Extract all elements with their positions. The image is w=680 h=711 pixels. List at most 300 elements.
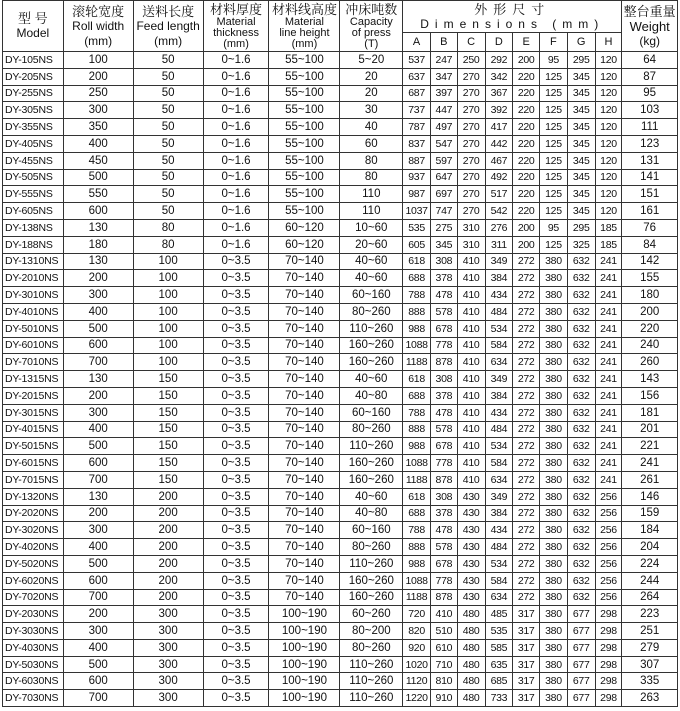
weight-cell: 156	[622, 387, 678, 404]
dim-h-cell: 298	[595, 656, 622, 673]
dim-a-cell: 1088	[403, 455, 431, 472]
dim-b-cell: 497	[430, 119, 457, 136]
dim-c-cell: 270	[457, 68, 485, 85]
weight-cell: 241	[622, 455, 678, 472]
line-height-cell: 70~140	[269, 589, 340, 606]
dim-a-cell: 720	[403, 606, 431, 623]
dim-f-cell: 380	[540, 303, 568, 320]
table-row	[3, 623, 678, 640]
line-height-cell: 55~100	[269, 135, 340, 152]
thickness-cell: 0~1.6	[203, 203, 269, 220]
feed-length-cell: 150	[133, 387, 203, 404]
thickness-cell: 0~3.5	[203, 606, 269, 623]
thickness-cell: 0~3.5	[203, 690, 269, 707]
dim-a-cell: 687	[403, 85, 431, 102]
dim-c-cell: 430	[457, 589, 485, 606]
table-row	[3, 690, 678, 707]
roll-width-cell: 400	[63, 639, 133, 656]
dim-e-cell: 220	[513, 186, 540, 203]
line-height-cell: 70~140	[269, 488, 340, 505]
thickness-cell: 0~3.5	[203, 455, 269, 472]
dim-h-cell: 241	[595, 404, 622, 421]
dim-g-cell: 632	[567, 572, 595, 589]
table-row	[3, 673, 678, 690]
dim-c-cell: 480	[457, 673, 485, 690]
dim-a-cell: 605	[403, 236, 431, 253]
feed-length-cell: 300	[133, 606, 203, 623]
dim-g-cell: 345	[567, 102, 595, 119]
dim-g-cell: 632	[567, 337, 595, 354]
dim-b-cell: 378	[430, 270, 457, 287]
feed-length-cell: 50	[133, 119, 203, 136]
weight-cell: 64	[622, 52, 678, 69]
capacity-cell: 80	[340, 169, 403, 186]
capacity-cell: 60~160	[340, 287, 403, 304]
dim-h-cell: 256	[595, 522, 622, 539]
dim-d-cell: 367	[485, 85, 513, 102]
dim-d-cell: 434	[485, 287, 513, 304]
roll-width-cell: 300	[63, 287, 133, 304]
table-row	[3, 119, 678, 136]
dim-a-cell: 837	[403, 135, 431, 152]
dim-d-cell: 485	[485, 606, 513, 623]
dim-col-d: D	[485, 33, 513, 52]
dim-g-cell: 345	[567, 186, 595, 203]
capacity-cell: 110~260	[340, 320, 403, 337]
dim-e-cell: 317	[513, 656, 540, 673]
thickness-cell: 0~3.5	[203, 623, 269, 640]
dim-a-cell: 987	[403, 186, 431, 203]
dim-h-cell: 256	[595, 572, 622, 589]
dim-e-cell: 272	[513, 572, 540, 589]
dim-f-cell: 380	[540, 639, 568, 656]
table-row	[3, 572, 678, 589]
dim-f-cell: 125	[540, 152, 568, 169]
dim-c-cell: 430	[457, 522, 485, 539]
dim-b-cell: 678	[430, 438, 457, 455]
line-height-cell: 70~140	[269, 539, 340, 556]
model-cell: DY-1310NS	[3, 253, 64, 270]
roll-width-cell: 500	[63, 169, 133, 186]
dim-c-cell: 410	[457, 455, 485, 472]
dim-d-cell: 484	[485, 421, 513, 438]
feed-length-cell: 80	[133, 236, 203, 253]
dim-b-cell: 578	[430, 421, 457, 438]
weight-cell: 251	[622, 623, 678, 640]
feed-length-cell: 150	[133, 404, 203, 421]
dim-e-cell: 272	[513, 522, 540, 539]
dim-f-cell: 125	[540, 119, 568, 136]
dim-b-cell: 547	[430, 135, 457, 152]
dim-c-cell: 430	[457, 555, 485, 572]
dim-g-cell: 345	[567, 203, 595, 220]
roll-width-cell: 600	[63, 337, 133, 354]
model-cell: DY-4015NS	[3, 421, 64, 438]
thickness-cell: 0~3.5	[203, 303, 269, 320]
dim-b-cell: 275	[430, 219, 457, 236]
dim-h-cell: 298	[595, 623, 622, 640]
dim-a-cell: 1188	[403, 589, 431, 606]
dim-a-cell: 618	[403, 253, 431, 270]
dim-a-cell: 618	[403, 488, 431, 505]
line-height-cell: 70~140	[269, 522, 340, 539]
model-cell: DY-6030NS	[3, 673, 64, 690]
dim-d-cell: 585	[485, 639, 513, 656]
dim-h-cell: 120	[595, 169, 622, 186]
dim-b-cell: 447	[430, 102, 457, 119]
table-row	[3, 102, 678, 119]
dim-b-cell: 710	[430, 656, 457, 673]
dim-h-cell: 298	[595, 673, 622, 690]
dim-f-cell: 380	[540, 505, 568, 522]
roll-width-cell: 400	[63, 303, 133, 320]
dim-d-cell: 584	[485, 337, 513, 354]
dim-h-cell: 241	[595, 354, 622, 371]
feed-length-cell: 50	[133, 52, 203, 69]
dim-a-cell: 1188	[403, 354, 431, 371]
feed-length-cell: 300	[133, 623, 203, 640]
feed-length-cell: 100	[133, 303, 203, 320]
dim-h-cell: 256	[595, 589, 622, 606]
dim-e-cell: 317	[513, 623, 540, 640]
dim-h-cell: 241	[595, 438, 622, 455]
dim-d-cell: 349	[485, 488, 513, 505]
dim-d-cell: 634	[485, 589, 513, 606]
capacity-cell: 160~260	[340, 471, 403, 488]
dim-c-cell: 480	[457, 690, 485, 707]
roll-width-cell: 500	[63, 555, 133, 572]
dim-c-cell: 410	[457, 303, 485, 320]
dim-e-cell: 220	[513, 169, 540, 186]
dim-a-cell: 688	[403, 387, 431, 404]
dim-g-cell: 632	[567, 371, 595, 388]
thickness-cell: 0~1.6	[203, 219, 269, 236]
dim-b-cell: 610	[430, 639, 457, 656]
line-height-cell: 70~140	[269, 404, 340, 421]
dim-col-g: G	[567, 33, 595, 52]
weight-cell: 307	[622, 656, 678, 673]
dim-h-cell: 120	[595, 203, 622, 220]
model-cell: DY-1315NS	[3, 371, 64, 388]
line-height-cell: 70~140	[269, 387, 340, 404]
capacity-cell: 110~260	[340, 555, 403, 572]
dim-b-cell: 647	[430, 169, 457, 186]
dim-a-cell: 1037	[403, 203, 431, 220]
dim-h-cell: 120	[595, 102, 622, 119]
feed-length-cell: 300	[133, 639, 203, 656]
weight-cell: 204	[622, 539, 678, 556]
dim-c-cell: 480	[457, 623, 485, 640]
dim-d-cell: 517	[485, 186, 513, 203]
dim-e-cell: 220	[513, 85, 540, 102]
table-row	[3, 589, 678, 606]
dim-h-cell: 241	[595, 337, 622, 354]
feed-length-cell: 200	[133, 488, 203, 505]
dim-g-cell: 632	[567, 555, 595, 572]
dim-f-cell: 380	[540, 320, 568, 337]
line-height-cell: 55~100	[269, 102, 340, 119]
weight-cell: 143	[622, 371, 678, 388]
capacity-cell: 30	[340, 102, 403, 119]
header-line-height: 材料线高度 Material line height (mm)	[269, 1, 340, 52]
dim-c-cell: 310	[457, 236, 485, 253]
dim-a-cell: 887	[403, 152, 431, 169]
dim-c-cell: 410	[457, 387, 485, 404]
dim-f-cell: 125	[540, 169, 568, 186]
dim-b-cell: 810	[430, 673, 457, 690]
thickness-cell: 0~1.6	[203, 186, 269, 203]
dim-a-cell: 1120	[403, 673, 431, 690]
dim-c-cell: 410	[457, 371, 485, 388]
dim-f-cell: 380	[540, 572, 568, 589]
capacity-cell: 80~260	[340, 539, 403, 556]
dim-b-cell: 578	[430, 539, 457, 556]
dim-e-cell: 272	[513, 354, 540, 371]
weight-cell: 141	[622, 169, 678, 186]
dim-h-cell: 241	[595, 270, 622, 287]
weight-cell: 260	[622, 354, 678, 371]
weight-cell: 201	[622, 421, 678, 438]
dim-g-cell: 632	[567, 320, 595, 337]
roll-width-cell: 130	[63, 219, 133, 236]
weight-cell: 240	[622, 337, 678, 354]
dim-g-cell: 632	[567, 354, 595, 371]
capacity-cell: 160~260	[340, 354, 403, 371]
feed-length-cell: 100	[133, 253, 203, 270]
dim-e-cell: 220	[513, 203, 540, 220]
model-cell: DY-605NS	[3, 203, 64, 220]
roll-width-cell: 300	[63, 102, 133, 119]
roll-width-cell: 180	[63, 236, 133, 253]
table-row	[3, 203, 678, 220]
feed-length-cell: 100	[133, 337, 203, 354]
dim-h-cell: 120	[595, 135, 622, 152]
model-cell: DY-5020NS	[3, 555, 64, 572]
dim-b-cell: 778	[430, 455, 457, 472]
weight-cell: 142	[622, 253, 678, 270]
feed-length-cell: 200	[133, 539, 203, 556]
dim-e-cell: 220	[513, 152, 540, 169]
thickness-cell: 0~3.5	[203, 589, 269, 606]
dim-d-cell: 634	[485, 354, 513, 371]
dim-col-h: H	[595, 33, 622, 52]
weight-cell: 155	[622, 270, 678, 287]
model-cell: DY-305NS	[3, 102, 64, 119]
dim-b-cell: 308	[430, 488, 457, 505]
capacity-cell: 40~80	[340, 387, 403, 404]
dim-g-cell: 677	[567, 623, 595, 640]
header-feed-length: 送料长度 Feed length (mm)	[133, 1, 203, 52]
header-material-thickness: 材料厚度 Material thickness (mm)	[203, 1, 269, 52]
dim-b-cell: 678	[430, 555, 457, 572]
thickness-cell: 0~1.6	[203, 119, 269, 136]
dim-g-cell: 677	[567, 639, 595, 656]
table-row	[3, 135, 678, 152]
feed-length-cell: 200	[133, 522, 203, 539]
dim-g-cell: 632	[567, 253, 595, 270]
roll-width-cell: 400	[63, 135, 133, 152]
dim-b-cell: 345	[430, 236, 457, 253]
dim-d-cell: 484	[485, 303, 513, 320]
table-row	[3, 320, 678, 337]
dim-e-cell: 220	[513, 102, 540, 119]
dim-g-cell: 632	[567, 589, 595, 606]
dim-d-cell: 434	[485, 522, 513, 539]
line-height-cell: 70~140	[269, 455, 340, 472]
model-cell: DY-188NS	[3, 236, 64, 253]
dim-e-cell: 272	[513, 488, 540, 505]
dim-h-cell: 298	[595, 606, 622, 623]
model-cell: DY-1320NS	[3, 488, 64, 505]
dim-d-cell: 584	[485, 572, 513, 589]
dim-h-cell: 298	[595, 639, 622, 656]
capacity-cell: 160~260	[340, 455, 403, 472]
model-cell: DY-2020NS	[3, 505, 64, 522]
table-row	[3, 219, 678, 236]
dim-d-cell: 635	[485, 656, 513, 673]
dim-a-cell: 688	[403, 505, 431, 522]
feed-length-cell: 200	[133, 555, 203, 572]
weight-cell: 95	[622, 85, 678, 102]
model-cell: DY-3020NS	[3, 522, 64, 539]
thickness-cell: 0~1.6	[203, 152, 269, 169]
dim-b-cell: 308	[430, 253, 457, 270]
dim-b-cell: 578	[430, 303, 457, 320]
dim-a-cell: 888	[403, 539, 431, 556]
dim-e-cell: 272	[513, 253, 540, 270]
model-cell: DY-4010NS	[3, 303, 64, 320]
dim-e-cell: 200	[513, 52, 540, 69]
dim-c-cell: 480	[457, 639, 485, 656]
model-cell: DY-4030NS	[3, 639, 64, 656]
table-row	[3, 52, 678, 69]
dim-f-cell: 380	[540, 555, 568, 572]
weight-cell: 200	[622, 303, 678, 320]
weight-cell: 224	[622, 555, 678, 572]
capacity-cell: 10~60	[340, 219, 403, 236]
dim-b-cell: 510	[430, 623, 457, 640]
dim-b-cell: 778	[430, 337, 457, 354]
dim-g-cell: 632	[567, 539, 595, 556]
dim-h-cell: 241	[595, 371, 622, 388]
model-cell: DY-6015NS	[3, 455, 64, 472]
spec-table-container	[2, 0, 678, 707]
dim-d-cell: 442	[485, 135, 513, 152]
capacity-cell: 60~160	[340, 522, 403, 539]
dim-f-cell: 380	[540, 287, 568, 304]
model-cell: DY-255NS	[3, 85, 64, 102]
roll-width-cell: 200	[63, 606, 133, 623]
table-row	[3, 404, 678, 421]
table-row	[3, 152, 678, 169]
weight-cell: 161	[622, 203, 678, 220]
dim-g-cell: 345	[567, 68, 595, 85]
capacity-cell: 60~160	[340, 404, 403, 421]
feed-length-cell: 150	[133, 455, 203, 472]
dim-c-cell: 410	[457, 337, 485, 354]
thickness-cell: 0~3.5	[203, 287, 269, 304]
dim-f-cell: 380	[540, 488, 568, 505]
feed-length-cell: 200	[133, 505, 203, 522]
model-cell: DY-405NS	[3, 135, 64, 152]
line-height-cell: 55~100	[269, 119, 340, 136]
dim-c-cell: 310	[457, 219, 485, 236]
dim-h-cell: 256	[595, 488, 622, 505]
roll-width-cell: 200	[63, 505, 133, 522]
dim-f-cell: 380	[540, 354, 568, 371]
model-cell: DY-6020NS	[3, 572, 64, 589]
dim-c-cell: 270	[457, 135, 485, 152]
dim-c-cell: 250	[457, 52, 485, 69]
roll-width-cell: 200	[63, 387, 133, 404]
line-height-cell: 100~190	[269, 690, 340, 707]
thickness-cell: 0~3.5	[203, 387, 269, 404]
weight-cell: 184	[622, 522, 678, 539]
dim-e-cell: 272	[513, 270, 540, 287]
roll-width-cell: 130	[63, 488, 133, 505]
dim-g-cell: 677	[567, 690, 595, 707]
dim-h-cell: 120	[595, 186, 622, 203]
dim-g-cell: 677	[567, 606, 595, 623]
dim-d-cell: 484	[485, 539, 513, 556]
dim-d-cell: 584	[485, 455, 513, 472]
thickness-cell: 0~1.6	[203, 169, 269, 186]
dim-g-cell: 345	[567, 119, 595, 136]
dim-c-cell: 430	[457, 488, 485, 505]
dim-f-cell: 95	[540, 52, 568, 69]
dim-c-cell: 270	[457, 119, 485, 136]
dim-e-cell: 317	[513, 606, 540, 623]
dim-d-cell: 342	[485, 68, 513, 85]
dim-f-cell: 380	[540, 623, 568, 640]
line-height-cell: 100~190	[269, 656, 340, 673]
dim-c-cell: 270	[457, 152, 485, 169]
dim-h-cell: 256	[595, 539, 622, 556]
dim-e-cell: 317	[513, 690, 540, 707]
line-height-cell: 70~140	[269, 438, 340, 455]
roll-width-cell: 550	[63, 186, 133, 203]
dim-d-cell: 467	[485, 152, 513, 169]
dim-b-cell: 478	[430, 522, 457, 539]
dim-b-cell: 747	[430, 203, 457, 220]
line-height-cell: 70~140	[269, 303, 340, 320]
thickness-cell: 0~3.5	[203, 471, 269, 488]
line-height-cell: 70~140	[269, 572, 340, 589]
line-height-cell: 70~140	[269, 253, 340, 270]
dim-b-cell: 878	[430, 354, 457, 371]
dim-e-cell: 272	[513, 404, 540, 421]
weight-cell: 84	[622, 236, 678, 253]
dim-c-cell: 430	[457, 572, 485, 589]
dim-b-cell: 247	[430, 52, 457, 69]
dim-f-cell: 380	[540, 337, 568, 354]
capacity-cell: 60~260	[340, 606, 403, 623]
feed-length-cell: 50	[133, 152, 203, 169]
capacity-cell: 40~60	[340, 488, 403, 505]
capacity-cell: 5~20	[340, 52, 403, 69]
weight-cell: 261	[622, 471, 678, 488]
table-row	[3, 287, 678, 304]
feed-length-cell: 200	[133, 572, 203, 589]
dim-a-cell: 937	[403, 169, 431, 186]
dim-g-cell: 345	[567, 135, 595, 152]
capacity-cell: 110	[340, 186, 403, 203]
dim-e-cell: 272	[513, 320, 540, 337]
roll-width-cell: 130	[63, 371, 133, 388]
dim-h-cell: 185	[595, 236, 622, 253]
dim-d-cell: 276	[485, 219, 513, 236]
line-height-cell: 70~140	[269, 371, 340, 388]
